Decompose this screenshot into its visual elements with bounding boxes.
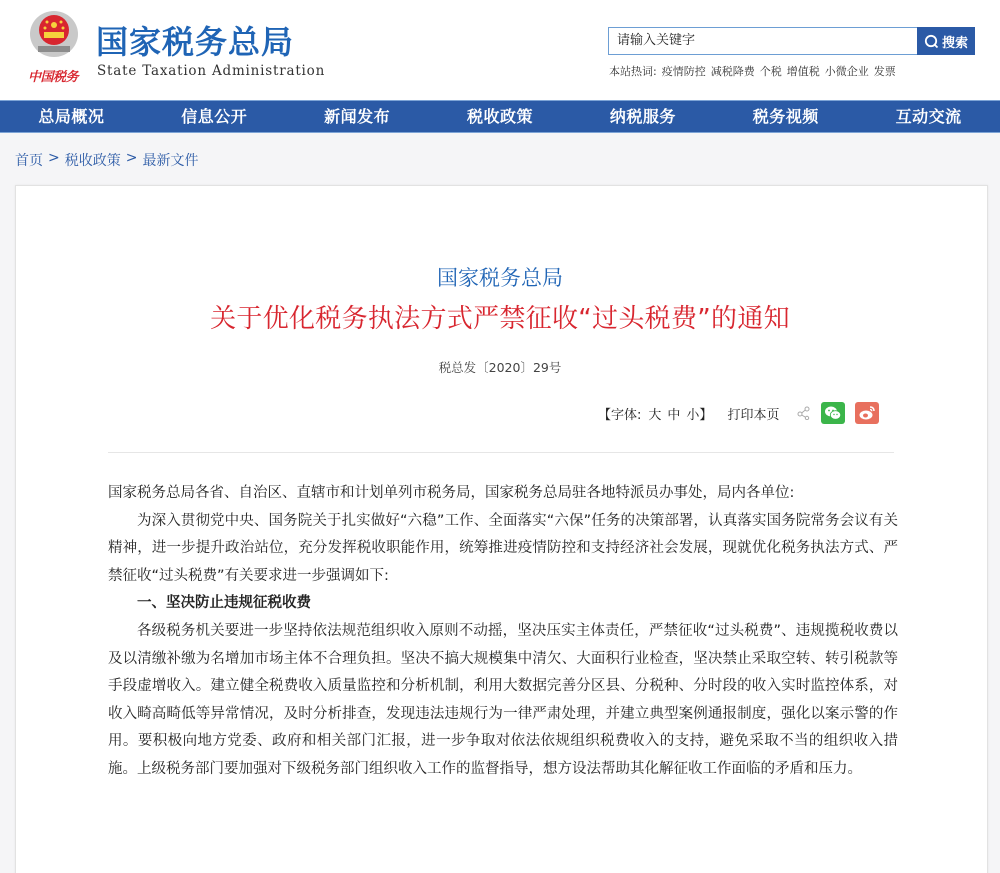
- nav-item-taxpayer-service[interactable]: 纳税服务: [609, 107, 676, 126]
- site-header: [0, 0, 1000, 100]
- breadcrumb-separator: >: [48, 150, 60, 166]
- nav-item-interaction[interactable]: 互动交流: [895, 107, 962, 126]
- breadcrumb-tax-policy[interactable]: 税收政策: [64, 153, 121, 169]
- article-paragraph: 为深入贯彻党中央、国务院关于扎实做好“六稳”工作、全面落实“六保”任务的决策部署，认真落实国务院常务会议有关精神，进一步提升政治站位，充分发挥税收职能作用，统筹推进疫情防控和支持经济社会发展，现就优化税务执法方式、严禁征收“过头税费”有关要求进一步强调如下:: [108, 512, 898, 584]
- main-nav: [0, 100, 1000, 133]
- print-page-link[interactable]: 打印本页: [727, 407, 780, 423]
- search-icon: [924, 34, 939, 49]
- nav-item-overview[interactable]: 总局概况: [38, 107, 105, 126]
- article-salutation: 国家税务总局各省、自治区、直辖市和计划单列市税务局，国家税务总局驻各地特派员办事处，局内各单位:: [108, 485, 795, 501]
- breadcrumb: [15, 150, 198, 170]
- nav-item-info-disclosure[interactable]: 信息公开: [181, 107, 248, 126]
- hot-word-link[interactable]: 疫情防控: [661, 65, 706, 78]
- article-body: [108, 480, 898, 784]
- font-size-label: 【字体:: [598, 407, 642, 423]
- breadcrumb-latest-docs[interactable]: 最新文件: [142, 153, 199, 169]
- site-logo-title[interactable]: 国家税务总局: [96, 23, 295, 61]
- font-size-large[interactable]: 大: [648, 407, 662, 423]
- logo-slogan: 中国税务: [28, 70, 79, 85]
- article-issuer: 国家税务总局: [437, 266, 563, 290]
- national-emblem-icon[interactable]: [28, 8, 80, 60]
- share-icon[interactable]: [797, 406, 811, 420]
- hot-word-link[interactable]: 个税: [759, 65, 782, 78]
- breadcrumb-home[interactable]: 首页: [15, 153, 43, 169]
- nav-item-tax-video[interactable]: 税务视频: [752, 107, 819, 126]
- hot-word-link[interactable]: 发票: [873, 65, 896, 78]
- nav-item-news[interactable]: 新闻发布: [324, 107, 391, 126]
- weibo-share-button[interactable]: [855, 402, 879, 424]
- article-paragraph: 各级税务机关要进一步坚持依法规范组织收入原则不动摇，坚决压实主体责任，严禁征收“过头税费”、违规揽税收费以及以清缴补缴为名增加市场主体不合理负担。坚决不搞大规模集中清欠、大面积行业检查，坚决禁止采取空转、转引税款等手段虚增收入。建立健全税费收入质量监控和分析机制，利用大数据完善分区县、分税种、分时段的收入实时监控体系，对收入畸高畸低等异常情况，及时分析排查，发现违法违规行为一律严肃处理，并建立典型案例通报制度，强化以案示警的作用。要积极向地方党委、政府和相关部门汇报，进一步争取对依法依规组织税费收入的支持，避免采取不当的组织收入措施。上级税务部门要加强对下级税务部门组织收入工作的监督指导，想方设法帮助其化解征收工作面临的矛盾和压力。: [108, 622, 898, 777]
- font-size-small[interactable]: 小】: [686, 407, 713, 423]
- site-logo-subtitle: State Taxation Administration: [97, 63, 326, 79]
- article-title: 关于优化税务执法方式严禁征收“过头税费”的通知: [210, 304, 790, 334]
- nav-item-tax-policy[interactable]: 税收政策: [467, 107, 534, 126]
- section-heading: 一、坚决防止违规征税收费: [137, 595, 311, 612]
- search-button[interactable]: [917, 27, 975, 55]
- search-button-label: 搜索: [941, 35, 968, 51]
- wechat-share-button[interactable]: [821, 402, 845, 424]
- weibo-icon: [858, 405, 876, 421]
- hot-word-link[interactable]: 小微企业: [824, 65, 869, 78]
- hot-word-link[interactable]: 减税降费: [710, 65, 755, 78]
- font-size-medium[interactable]: 中: [667, 407, 681, 423]
- document-number: 税总发〔2020〕29号: [438, 360, 562, 375]
- hot-word-link[interactable]: 增值税: [786, 65, 820, 78]
- hot-words: [609, 63, 896, 79]
- hot-words-label: 本站热词:: [609, 65, 657, 78]
- breadcrumb-separator: >: [125, 150, 138, 166]
- article-tools: [598, 400, 879, 426]
- wechat-icon: [824, 405, 842, 421]
- search-input[interactable]: 请输入关键字: [608, 27, 918, 55]
- article-divider: [108, 452, 894, 453]
